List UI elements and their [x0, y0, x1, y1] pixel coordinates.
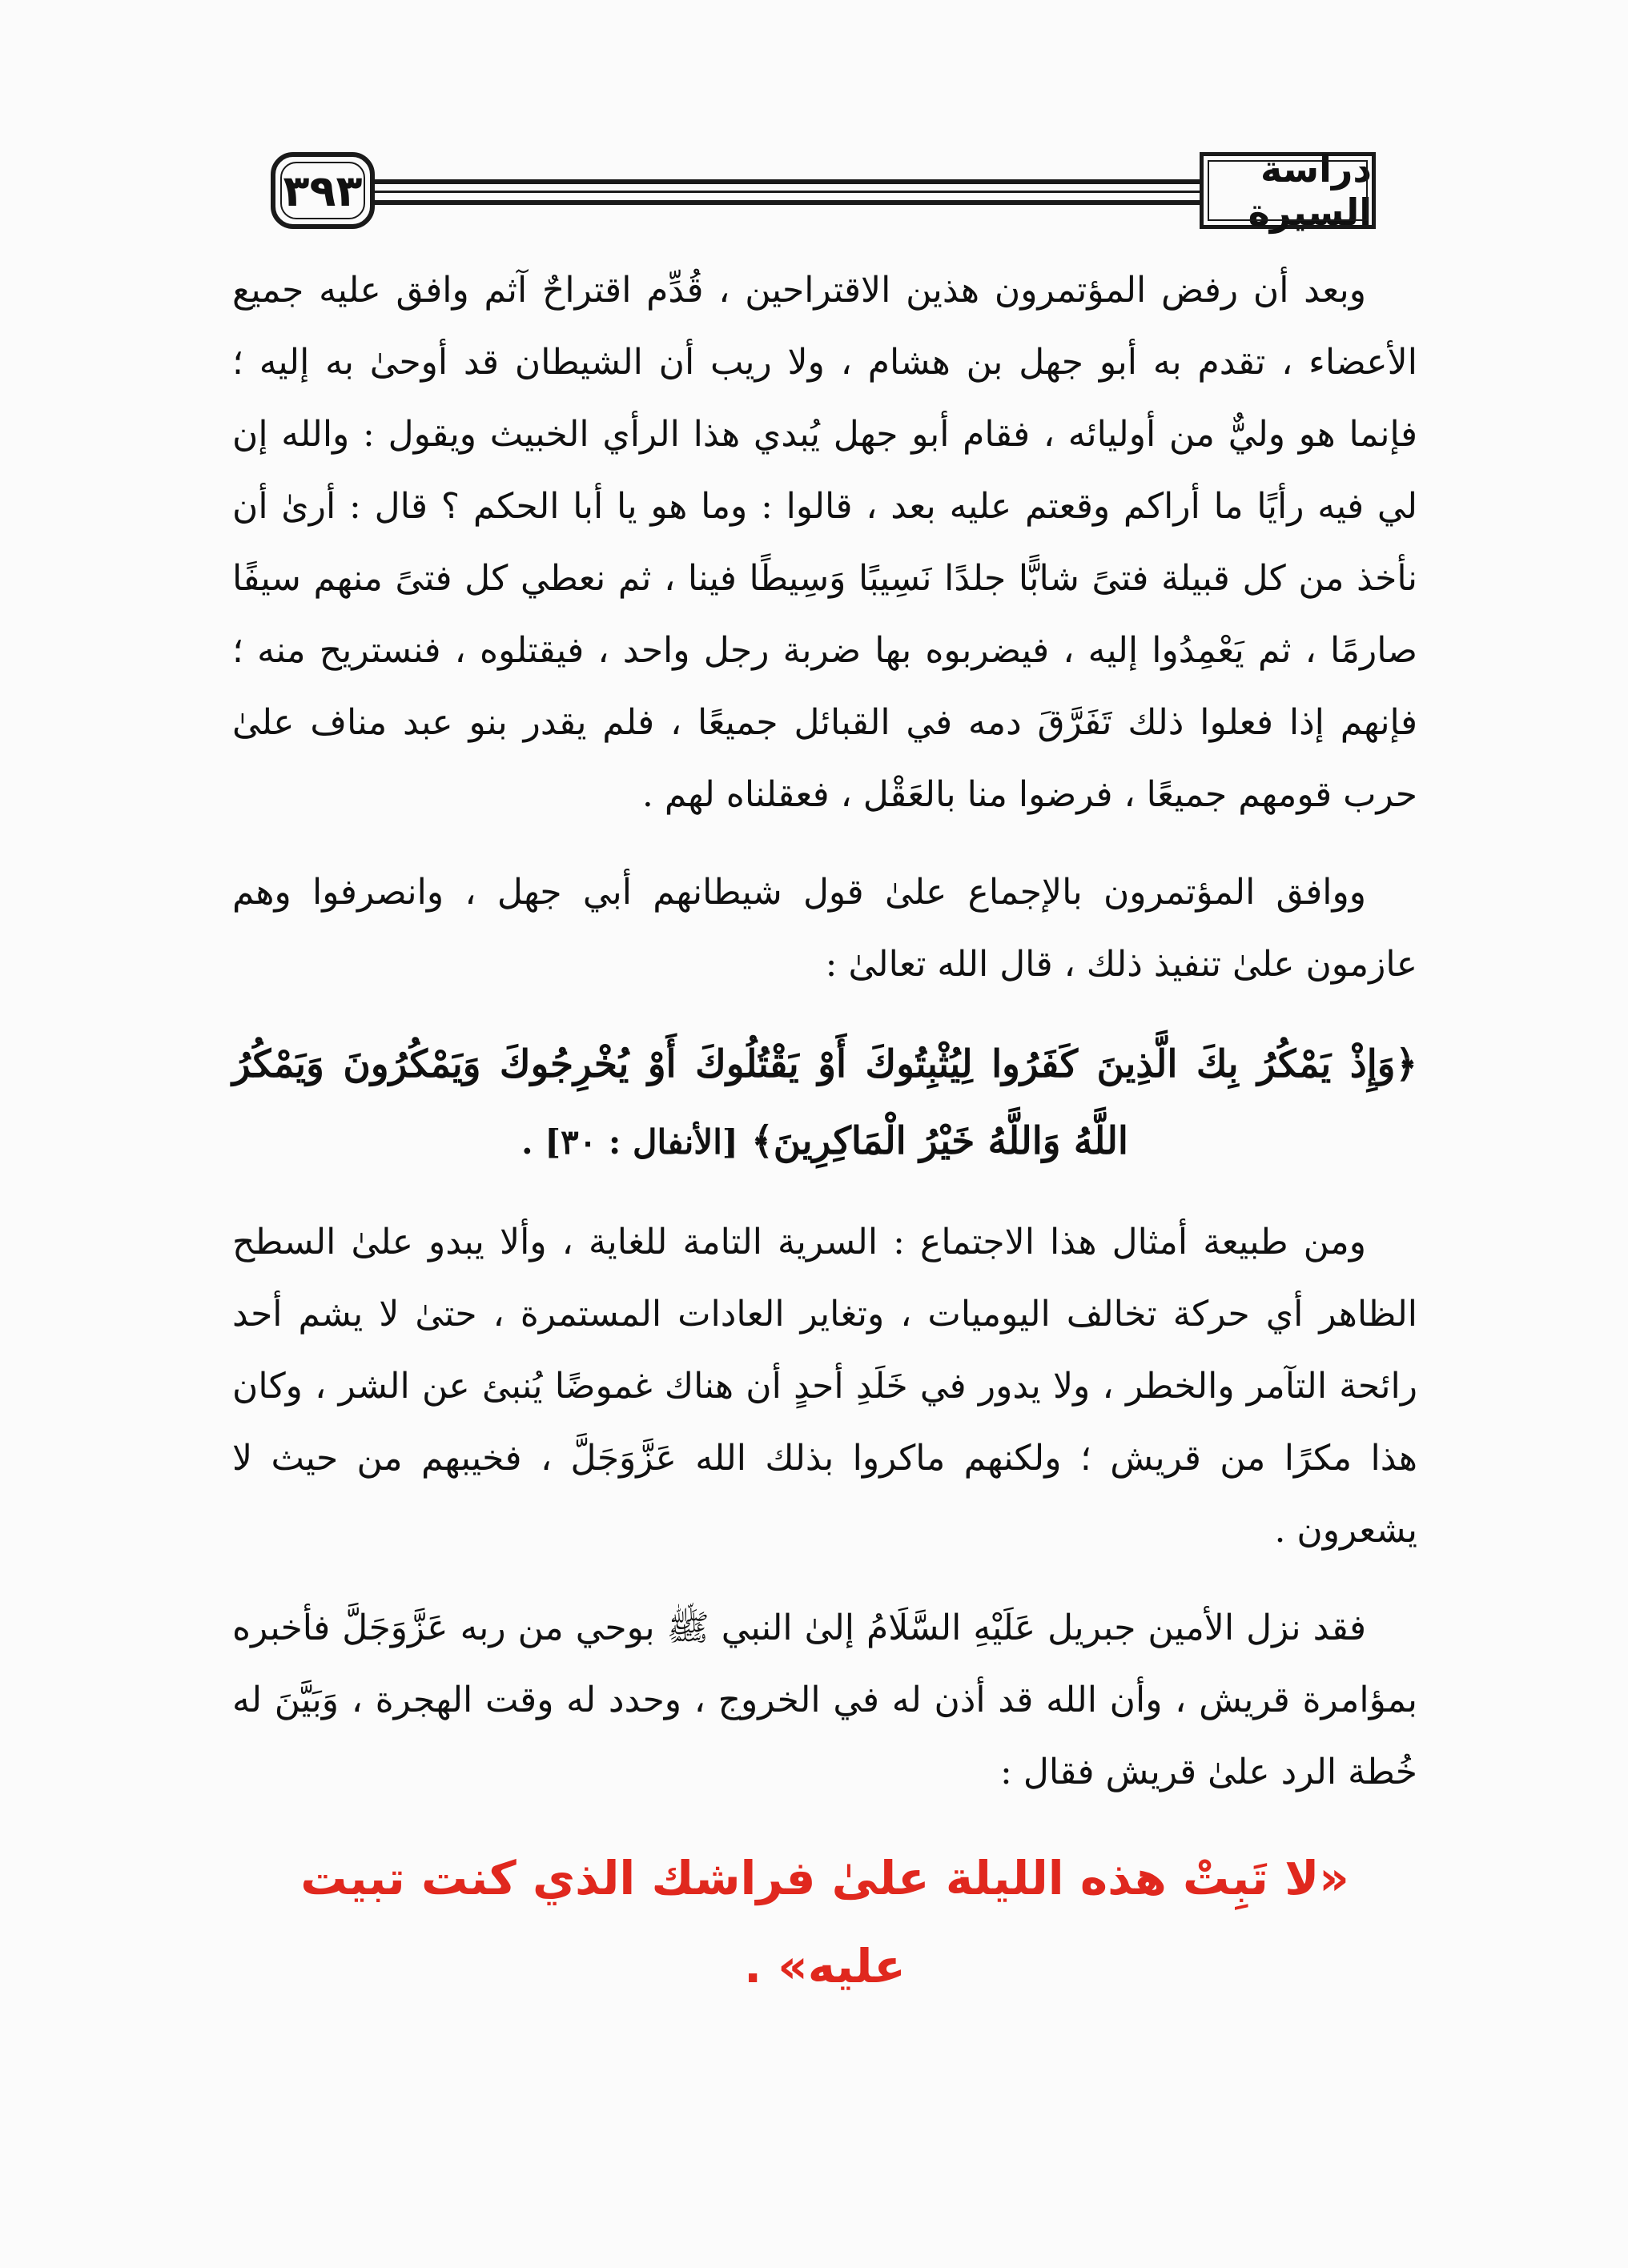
header-rule-middle [367, 191, 1208, 193]
prophetic-quote: «لا تَبِتْ هذه الليلة علىٰ فراشك الذي كنت تبيت عليه» . [300, 1851, 1349, 1993]
paragraph-2: ووافق المؤتمرون بالإجماع علىٰ قول شيطانهم أبي جهل ، وانصرفوا وهم عازمون علىٰ تنفيذ ذلك ، قال الله تعالىٰ : [232, 872, 1417, 985]
paragraph-4: فقد نزل الأمين جبريل عَلَيْهِ السَّلَامُ إلىٰ النبي ﷺ بوحي من ربه عَزَّوَجَلَّ فأخبره بمؤامرة قريش ، وأن الله قد أذن له في الخروج ، وحدد له وقت الهجرة ، وَبَيَّنَ له خُطة الرد علىٰ قريش فقال : [232, 1608, 1417, 1792]
paragraph-1: وبعد أن رفض المؤتمرون هذين الاقتراحين ، قُدِّم اقتراحٌ آثم وافق عليه جميع الأعضاء ، تقدم به أبو جهل بن هشام ، ولا ريب أن الشيطان قد أوحىٰ به إليه ؛ فإنما هو وليٌّ من أوليائه ، فقام أبو جهل يُبدي هذا الرأي الخبيث ويقول : والله إن لي فيه رأيًا ما أراكم وقعتم عليه بعد ، قالوا : وما هو يا أبا الحكم ؟ قال : أرىٰ أن نأخذ من كل قبيلة فتىً شابًّا جلدًا نَسِيبًا وَسِيطًا فينا ، ثم نعطي كل فتىً منهم سيفًا صارمًا ، ثم يَعْمِدُوا إليه ، فيضربوه بها ضربة رجل واحد ، فيقتلوه ، فنستريح منه ؛ فإنهم إذا فعلوا ذلك تَفَرَّقَ دمه في القبائل جميعًا ، فلم يقدر بنو عبد مناف علىٰ حرب قومهم جميعًا ، فرضوا منا بالعَقْل ، فعقلناه لهم . [232, 270, 1417, 815]
quran-verse [232, 1026, 1417, 1181]
page-number: ٣٩٣ [271, 152, 375, 229]
page-header [271, 147, 1376, 240]
running-title: دراسة السيرة [1200, 152, 1376, 229]
header-rule-top [367, 179, 1208, 184]
verse-reference: [الأنفال : ٣٠] . [521, 1122, 738, 1162]
verse-text: ﴿وَإِذْ يَمْكُرُ بِكَ الَّذِينَ كَفَرُوا لِيُثْبِتُوكَ أَوْ يَقْتُلُوكَ أَوْ يُخْرِجُوكَ وَيَمْكُرُونَ وَيَمْكُرُ اللَّهُ وَاللَّهُ خَيْرُ الْمَاكِرِينَ﴾ [232, 1042, 1417, 1163]
header-rule-bottom [367, 200, 1208, 205]
page-body [232, 255, 1417, 2010]
paragraph-3: ومن طبيعة أمثال هذا الاجتماع : السرية التامة للغاية ، وألا يبدو علىٰ السطح الظاهر أي حركة تخالف اليوميات ، وتغاير العادات المستمرة ، حتىٰ لا يشم أحد رائحة التآمر والخطر ، ولا يدور في خَلَدِ أحدٍ أن هناك غموضًا يُنبئ عن الشر ، وكان هذا مكرًا من قريش ؛ ولكنهم ماكروا بذلك الله عَزَّوَجَلَّ ، فخيبهم من حيث لا يشعرون . [232, 1222, 1417, 1551]
